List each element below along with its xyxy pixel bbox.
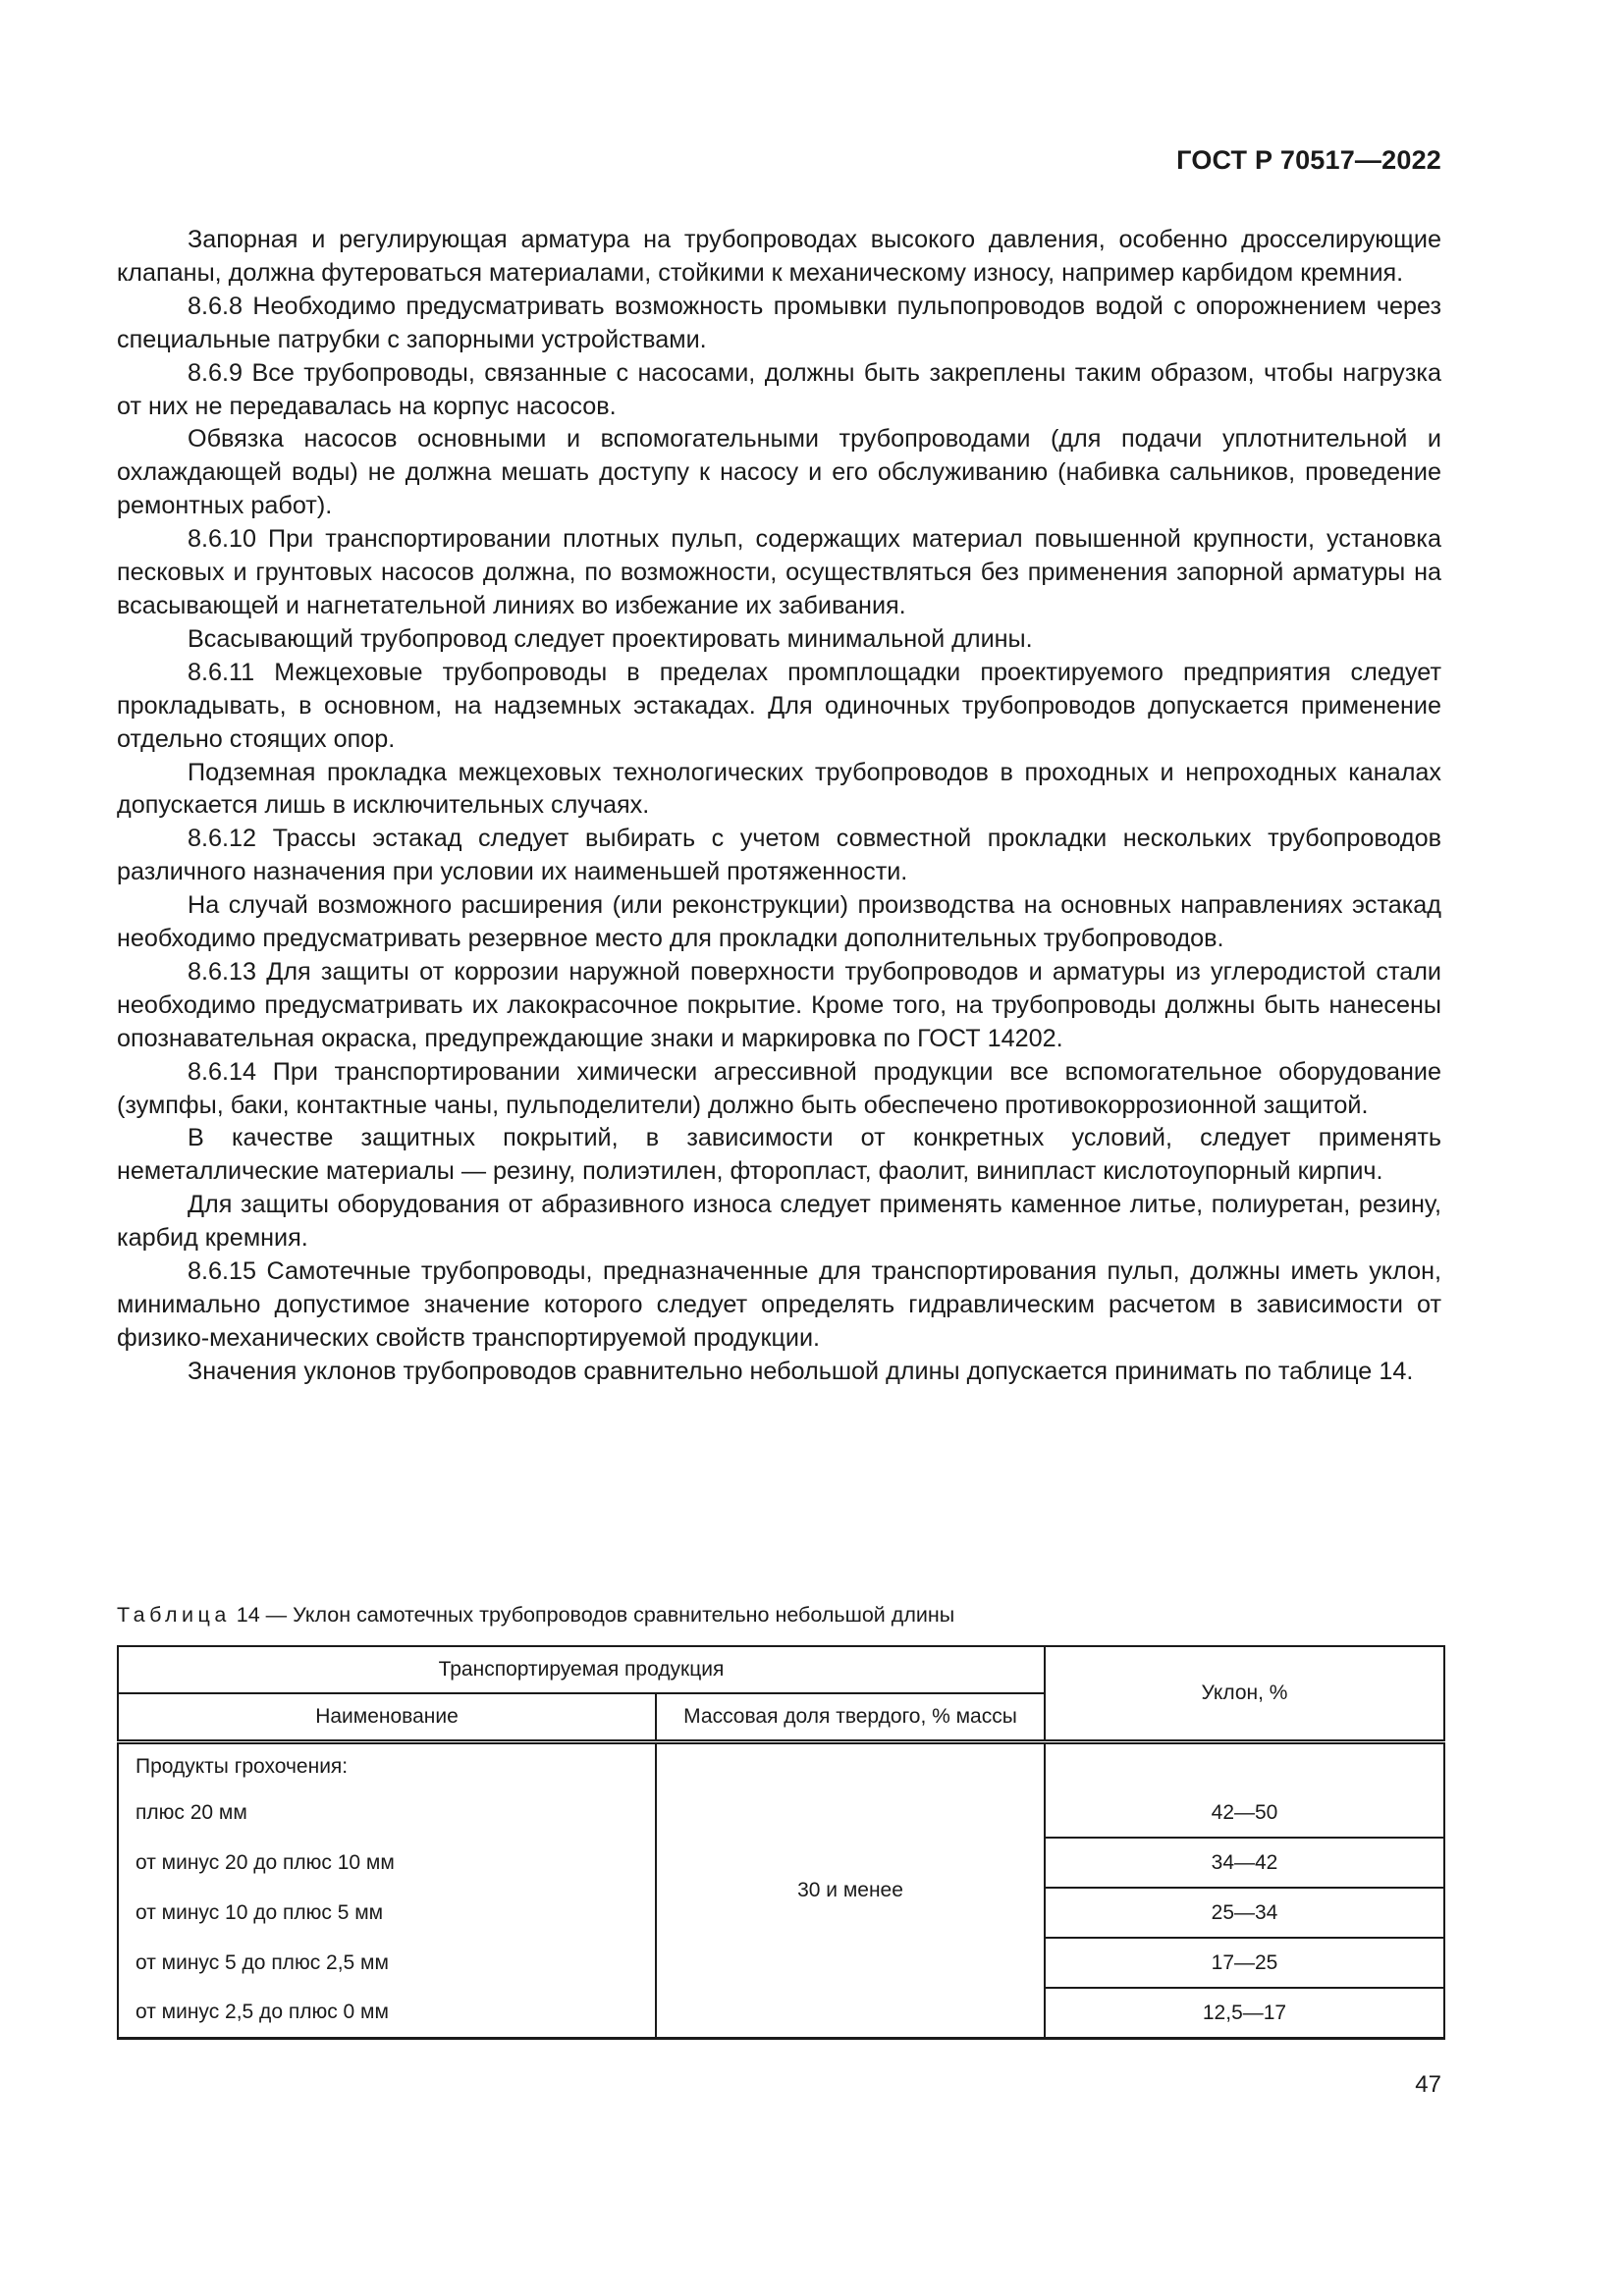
row-slope: 17—25 bbox=[1045, 1938, 1444, 1988]
document-header-standard-id: ГОСТ Р 70517—2022 bbox=[1176, 145, 1441, 175]
page-number: 47 bbox=[1415, 2071, 1441, 2098]
row-name: от минус 5 до плюс 2,5 мм bbox=[118, 1938, 656, 1988]
row-group-label: Продукты грохочения: bbox=[118, 1742, 656, 1789]
paragraph: В качестве защитных покрытий, в зависимости от конкретных условий, следует применять неметаллические материалы — резину, полиэтилен, фторопласт, фаолит, винипласт кислотоупорный кирпич. bbox=[117, 1124, 1441, 1186]
paragraph-8-6-10: 8.6.10 При транспортировании плотных пульп, содержащих материал повышенной крупности, установка песковых и грунтовых насосов должна, по возможности, осуществляться без применения запорной арматуры на всасывающей и нагнетательной линиях во избежание их забивания. bbox=[117, 525, 1441, 619]
header-transported-product: Транспортируемая продукция bbox=[118, 1646, 1045, 1693]
table-caption bbox=[117, 1601, 954, 1629]
header-name: Наименование bbox=[118, 1693, 656, 1742]
row-slope: 25—34 bbox=[1045, 1888, 1444, 1938]
header-mass-fraction: Массовая доля твердого, % массы bbox=[656, 1693, 1045, 1742]
row-slope: 12,5—17 bbox=[1045, 1988, 1444, 2039]
row-name: от минус 10 до плюс 5 мм bbox=[118, 1888, 656, 1938]
slope-table bbox=[117, 1645, 1445, 2040]
table-caption-title: 14 — Уклон самотечных трубопроводов сравнительно небольшой длины bbox=[230, 1603, 955, 1627]
paragraph-8-6-8: 8.6.8 Необходимо предусматривать возможность промывки пульпопроводов водой с опорожнением через специальные патрубки с запорными устройствами. bbox=[117, 292, 1441, 353]
paragraph-8-6-13: 8.6.13 Для защиты от коррозии наружной поверхности трубопроводов и арматуры из углеродистой стали необходимо предусматривать их лакокрасочное покрытие. Кроме того, на трубопроводы должны быть нанесены опознавательная окраска, предупреждающие знаки и маркировка по ГОСТ 14202. bbox=[117, 957, 1441, 1052]
table-caption-label: Таблица bbox=[117, 1603, 231, 1627]
slope-empty-cell bbox=[1045, 1742, 1444, 1789]
paragraph-8-6-15: 8.6.15 Самотечные трубопроводы, предназначенные для транспортирования пульп, должны иметь уклон, минимально допустимое значение которого следует определять гидравлическим расчетом в зависимости от физико-механических свойств транспортируемой продукции. bbox=[117, 1257, 1441, 1352]
row-name: от минус 20 до плюс 10 мм bbox=[118, 1838, 656, 1888]
paragraph: Для защиты оборудования от абразивного износа следует применять каменное литье, полиуретан, резину, карбид кремния. bbox=[117, 1191, 1441, 1253]
mass-fraction-cell: 30 и менее bbox=[656, 1742, 1045, 2039]
paragraph-8-6-14: 8.6.14 При транспортировании химически агрессивной продукции все вспомогательное оборудование (зумпфы, баки, контактные чаны, пульподелители) должно быть обеспечено противокоррозионной защитой. bbox=[117, 1057, 1441, 1119]
paragraph-8-6-11: 8.6.11 Межцеховые трубопроводы в пределах промплощадки проектируемого предприятия следует прокладывать, в основном, на надземных эстакадах. Для одиночных трубопроводов допускается применение отдельно стоящих опор. bbox=[117, 658, 1441, 753]
paragraph: Подземная прокладка межцеховых технологических трубопроводов в проходных и непроходных каналах допускается лишь в исключительных случаях. bbox=[117, 758, 1441, 820]
paragraph: Значения уклонов трубопроводов сравнительно небольшой длины допускается принимать по таблице 14. bbox=[188, 1357, 1414, 1385]
row-slope: 34—42 bbox=[1045, 1838, 1444, 1888]
paragraph: Запорная и регулирующая арматура на трубопроводах высокого давления, особенно дросселирующие клапаны, должна футероваться материалами, стойкими к механическому износу, например карбидом кремния. bbox=[117, 226, 1441, 287]
paragraph: На случай возможного расширения (или реконструкции) производства на основных направлениях эстакад необходимо предусматривать резервное место для прокладки дополнительных трубопроводов. bbox=[117, 891, 1441, 953]
paragraph: Всасывающий трубопровод следует проектировать минимальной длины. bbox=[188, 624, 1033, 653]
row-name: от минус 2,5 до плюс 0 мм bbox=[118, 1988, 656, 2039]
paragraph-8-6-9: 8.6.9 Все трубопроводы, связанные с насосами, должны быть закреплены таким образом, чтобы нагрузка от них не передавалась на корпус насосов. bbox=[117, 358, 1441, 420]
row-slope: 42—50 bbox=[1045, 1789, 1444, 1838]
document-body bbox=[117, 224, 1441, 1389]
paragraph-8-6-12: 8.6.12 Трассы эстакад следует выбирать с учетом совместной прокладки нескольких трубопроводов различного назначения при условии их наименьшей протяженности. bbox=[117, 825, 1441, 886]
paragraph: Обвязка насосов основными и вспомогательными трубопроводами (для подачи уплотнительной и охлаждающей воды) не должна мешать доступу к насосу и его обслуживанию (набивка сальников, проведение ремонтных работ). bbox=[117, 425, 1441, 520]
header-slope: Уклон, % bbox=[1045, 1646, 1444, 1742]
row-name: плюс 20 мм bbox=[118, 1789, 656, 1838]
